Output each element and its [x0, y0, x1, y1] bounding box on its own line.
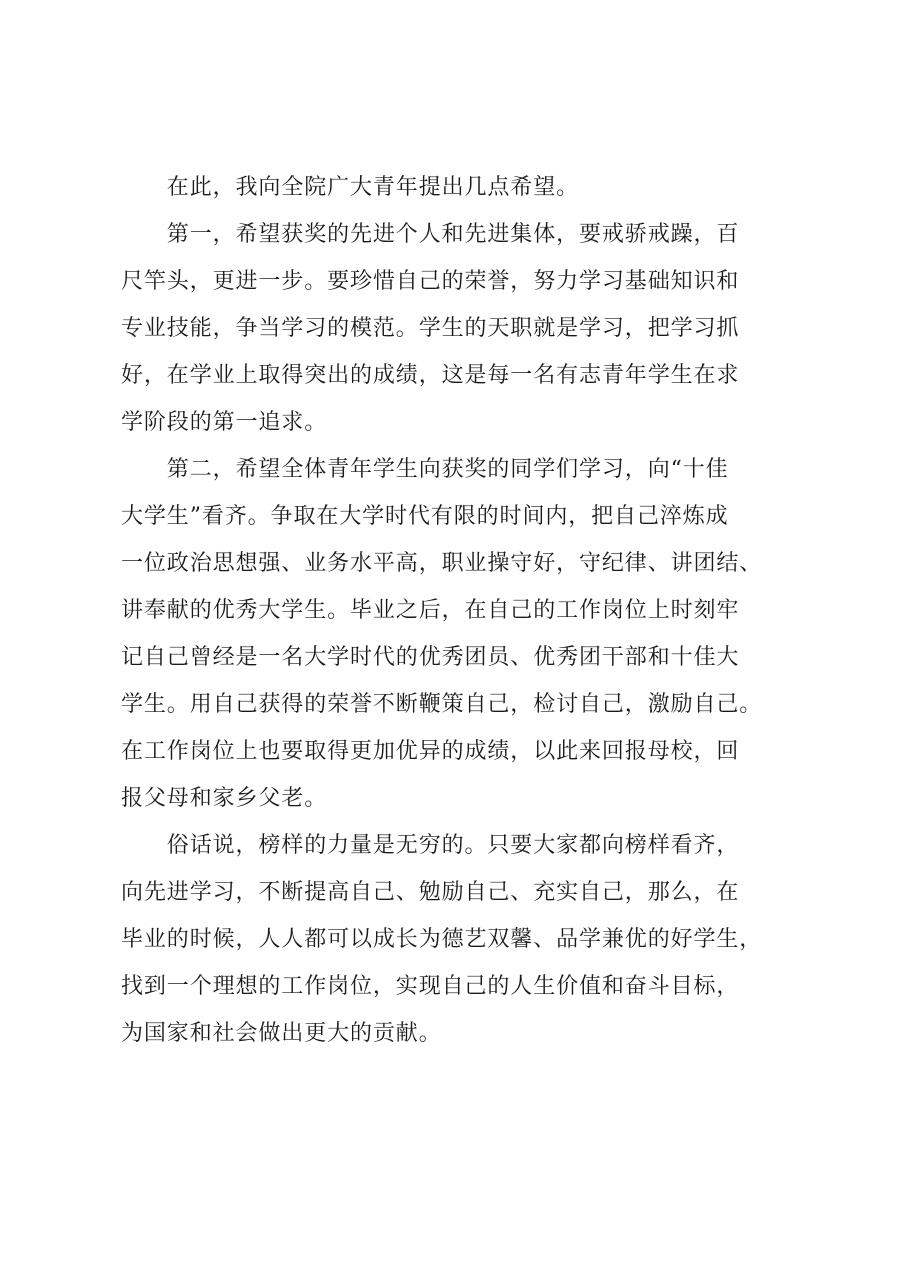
text-line: 为国家和社会做出更大的贡献。 [121, 1021, 442, 1046]
document-body [121, 164, 809, 1057]
text-line: 报父母和家乡父老。 [121, 786, 328, 811]
text-line: 专业技能，争当学习的模范。学生的天职就是学习，把学习抓 [121, 316, 740, 341]
text-line: 一位政治思想强、业务水平高，职业操守好，守纪律、讲团结、 [121, 551, 763, 576]
text-line: 毕业的时候，人人都可以成长为德艺双馨、品学兼优的好学生， [121, 927, 763, 952]
text-line: 向先进学习，不断提高自己、勉励自己、充实自己，那么，在 [121, 880, 740, 905]
text-line: 学阶段的第一追求。 [121, 410, 328, 435]
text-line: 找到一个理想的工作岗位，实现自己的人生价值和奋斗目标， [121, 974, 740, 999]
text-line: 尺竿头，更进一步。要珍惜自己的荣誉，努力学习基础知识和 [121, 269, 740, 294]
text-line: 第二，希望全体青年学生向获奖的同学们学习，向“十佳 [121, 457, 729, 482]
text-line: 第一，希望获奖的先进个人和先进集体，要戒骄戒躁，百 [121, 222, 740, 247]
text-line: 俗话说，榜样的力量是无穷的。只要大家都向榜样看齐， [121, 833, 740, 858]
text-line: 学生。用自己获得的荣誉不断鞭策自己，检讨自己，激励自己。 [121, 692, 763, 717]
text-line: 在此，我向全院广大青年提出几点希望。 [121, 175, 580, 200]
text-line: 大学生”看齐。争取在大学时代有限的时间内，把自己淬炼成 [121, 504, 729, 529]
text-line: 记自己曾经是一名大学时代的优秀团员、优秀团干部和十佳大 [121, 645, 740, 670]
text-line: 好，在学业上取得突出的成绩，这是每一名有志青年学生在求 [121, 363, 740, 388]
text-line: 讲奉献的优秀大学生。毕业之后，在自己的工作岗位上时刻牢 [121, 598, 740, 623]
text-line: 在工作岗位上也要取得更加优异的成绩，以此来回报母校，回 [121, 739, 740, 764]
